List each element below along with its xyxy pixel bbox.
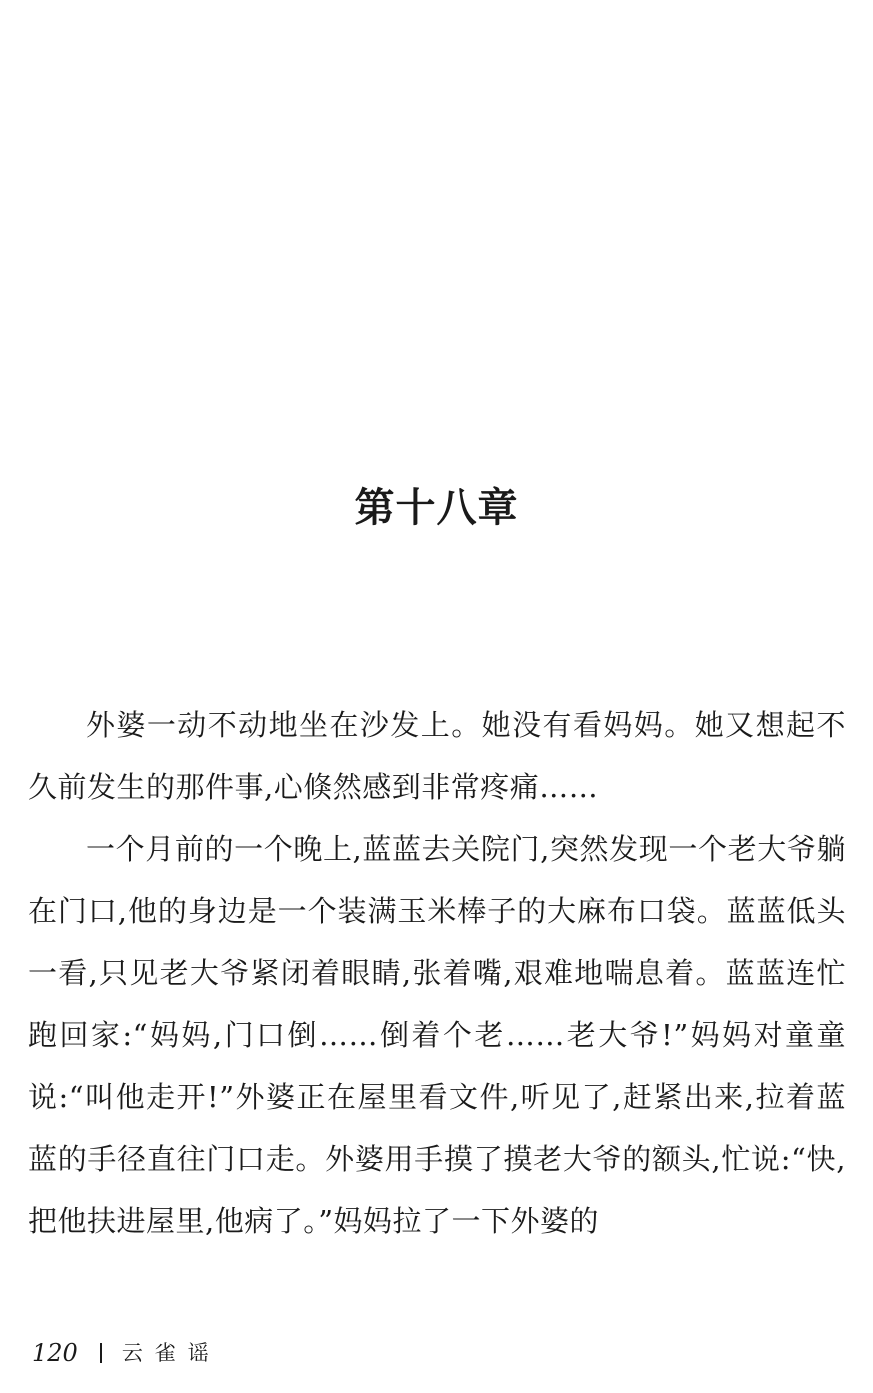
chapter-title: 第十八章 (354, 485, 519, 531)
footer-divider (100, 1343, 102, 1363)
book-title: 云雀谣 (121, 1341, 221, 1365)
page-number: 120 (32, 1339, 78, 1367)
paragraph-1: 外婆一动不动地坐在沙发上。她没有看妈妈。她又想起不久前发生的那件事,心倏然感到非常疼痛…… (28, 708, 846, 804)
body-text (28, 694, 846, 1252)
page-footer (32, 1333, 221, 1373)
paragraph-2: 一个月前的一个晚上,蓝蓝去关院门,突然发现一个老大爷躺在门口,他的身边是一个装满玉米棒子的大麻布口袋。蓝蓝低头一看,只见老大爷紧闭着眼睛,张着嘴,艰难地喘息着。蓝蓝连忙跑回家:“妈妈,门口倒……倒着个老……老大爷!”妈妈对童童说:“叫他走开!”外婆正在屋里看文件,听见了,赶紧出来,拉着蓝蓝的手径直往门口走。外婆用手摸了摸老大爷的额头,忙说:“快,把他扶进屋里,他病了。”妈妈拉了一下外婆的 (28, 832, 846, 1238)
